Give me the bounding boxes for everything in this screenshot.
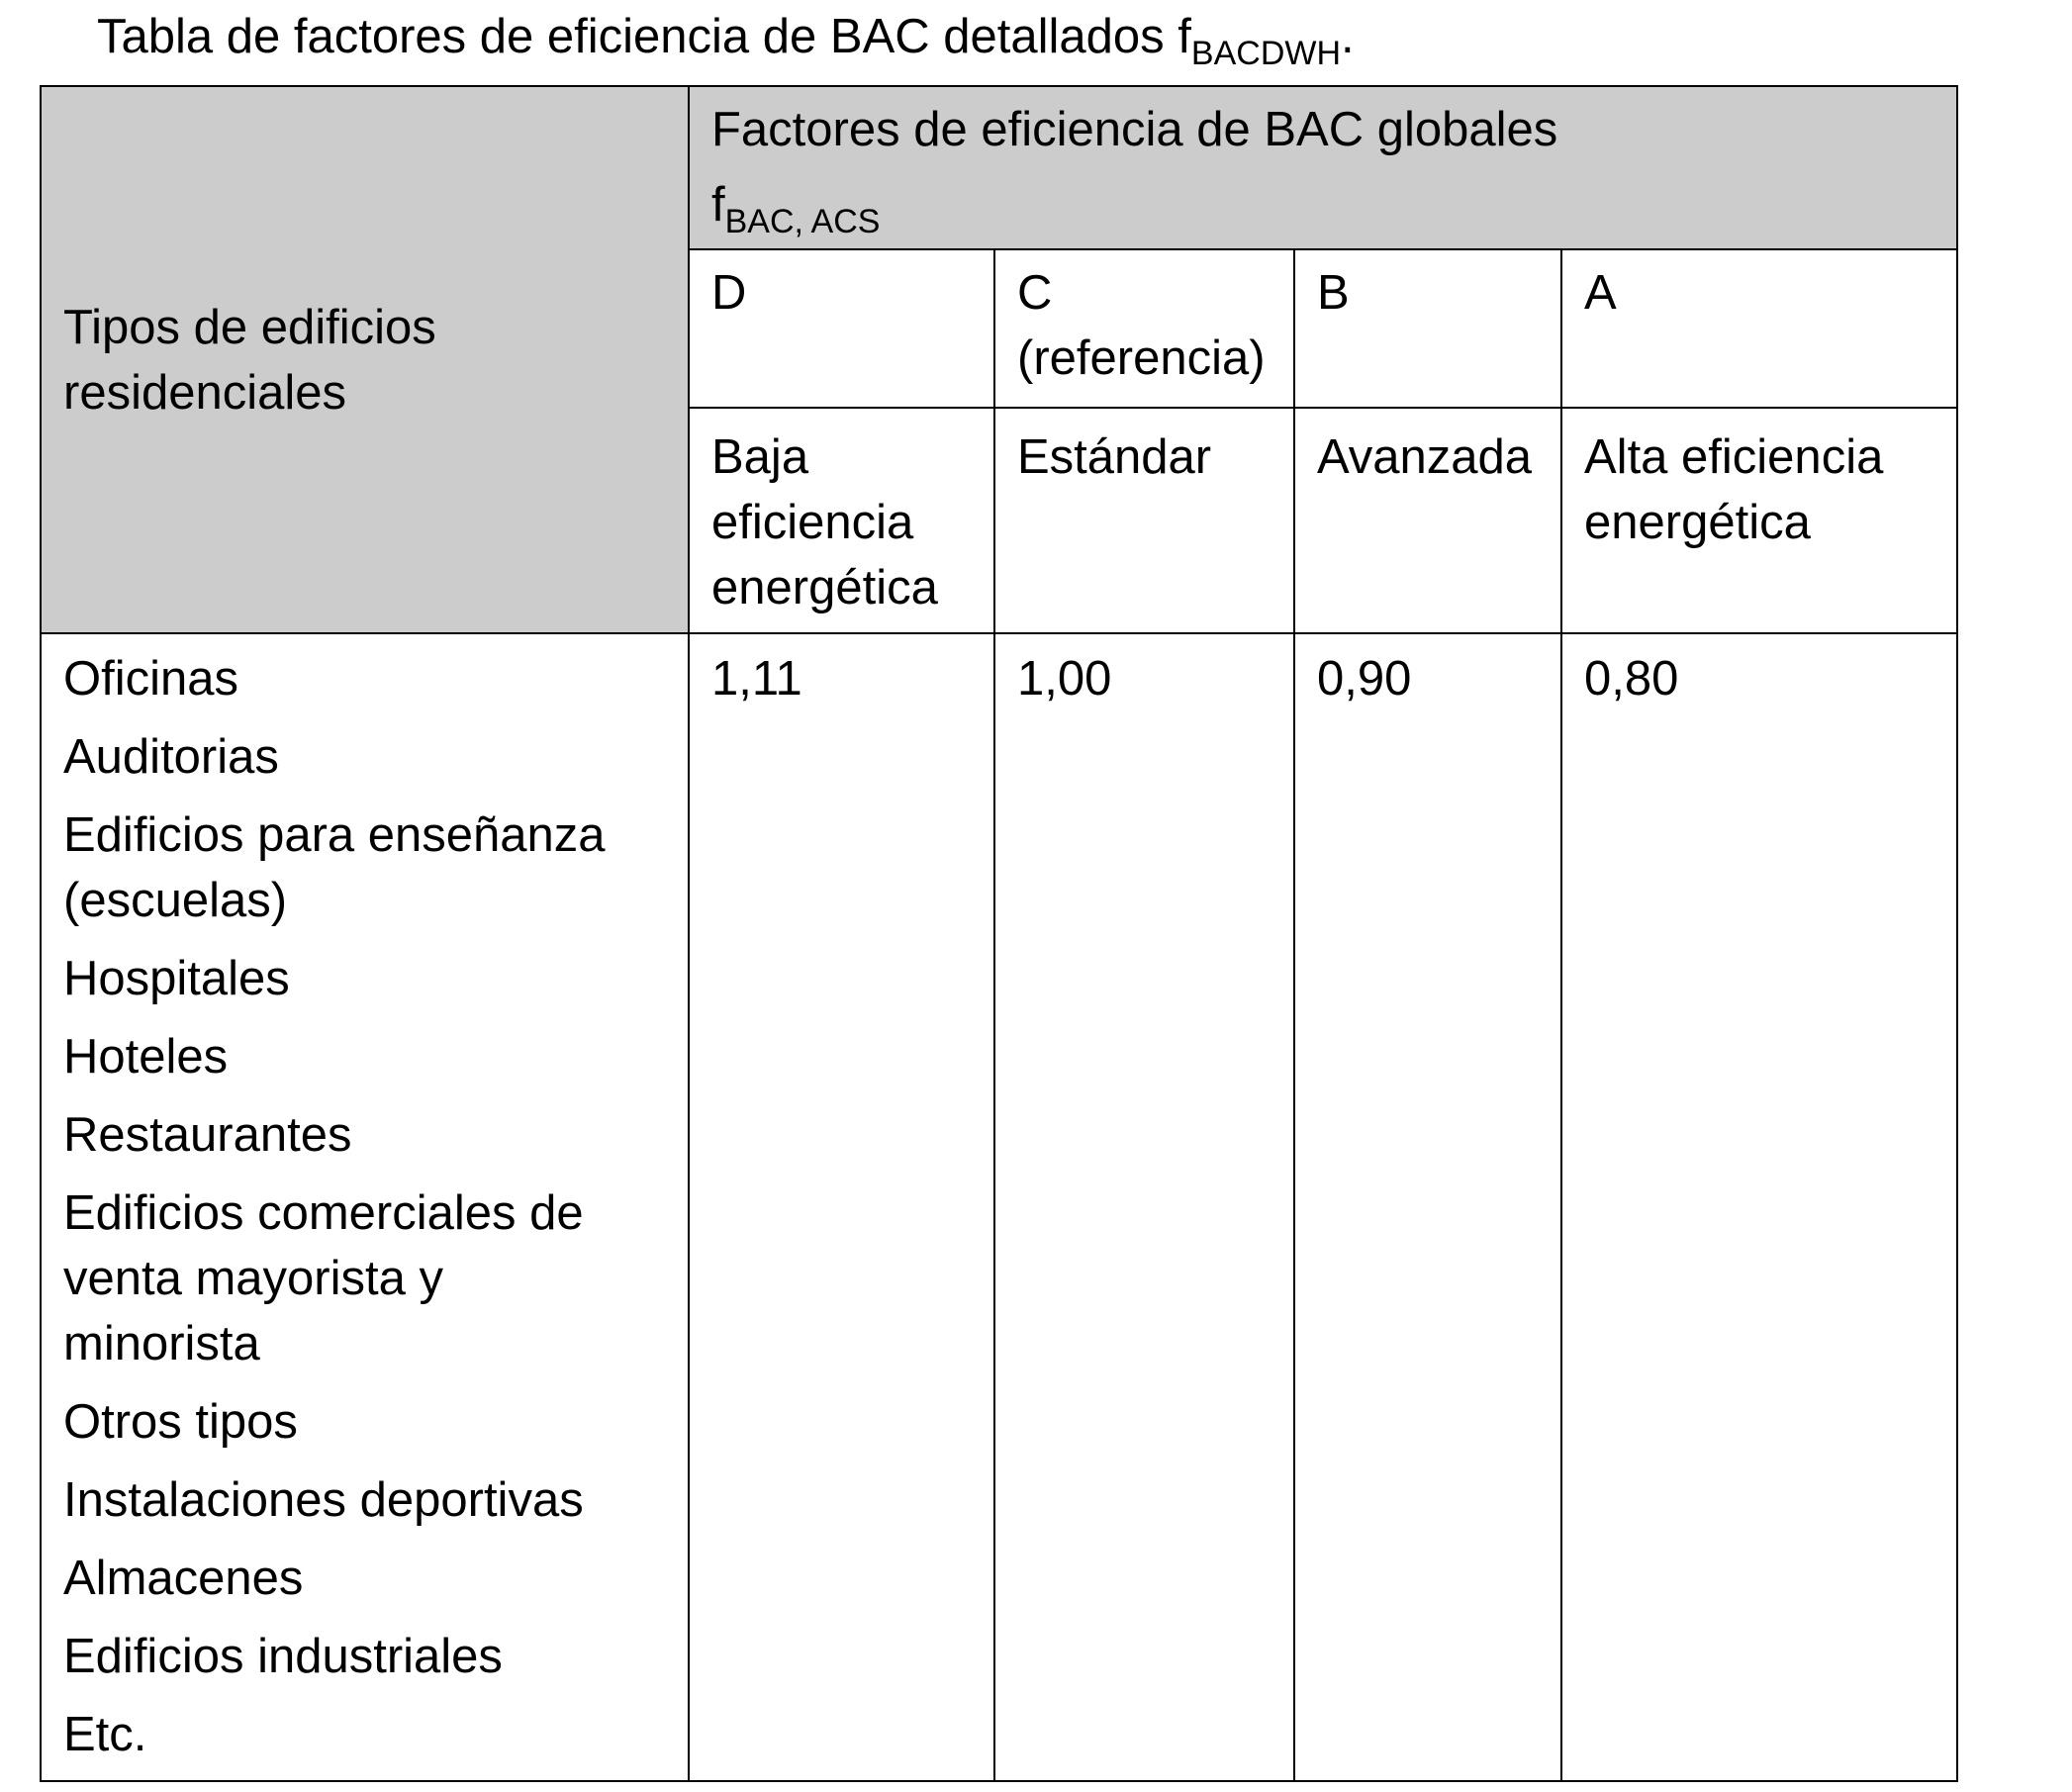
building-type-item: Almacenes bbox=[63, 1552, 304, 1605]
class-label: A bbox=[1584, 266, 1617, 320]
class-label: D bbox=[711, 266, 747, 320]
level-cell-b bbox=[1294, 408, 1561, 633]
caption-text: Tabla de factores de eficiencia de BAC detallados f bbox=[97, 10, 1191, 63]
value-label: 1,00 bbox=[1017, 652, 1112, 706]
value-label: 0,90 bbox=[1317, 652, 1412, 706]
class-label: B bbox=[1317, 266, 1350, 320]
building-type-item: Auditorias bbox=[63, 730, 279, 784]
value-label: 1,11 bbox=[711, 652, 802, 706]
level-label: Avanzada bbox=[1317, 430, 1533, 484]
row-header-cell bbox=[41, 86, 689, 633]
level-label: Estándar bbox=[1017, 430, 1212, 484]
level-cell-c bbox=[994, 408, 1294, 633]
class-cell-a bbox=[1561, 249, 1957, 408]
building-type-item: Hospitales bbox=[63, 952, 290, 1005]
building-type-item: Oficinas bbox=[63, 652, 239, 706]
building-type-item: Instalaciones deportivas bbox=[63, 1473, 584, 1527]
caption-subscript: BACDWH bbox=[1190, 35, 1342, 72]
table-caption bbox=[97, 6, 1355, 72]
class-cell-c bbox=[994, 249, 1294, 408]
value-cell-c bbox=[994, 633, 1294, 1781]
group-header-label: Factores de eficiencia de BAC globales bbox=[711, 103, 1558, 156]
level-cell-a bbox=[1561, 408, 1957, 633]
class-cell-d bbox=[689, 249, 994, 408]
building-types-cell bbox=[41, 633, 689, 1781]
level-label: Baja eficiencia energética bbox=[711, 430, 938, 614]
class-cell-b bbox=[1294, 249, 1561, 408]
building-type-item: Restaurantes bbox=[63, 1108, 352, 1162]
building-type-item: Edificios para enseñanza (escuelas) bbox=[63, 808, 606, 927]
value-cell-d bbox=[689, 633, 994, 1781]
building-type-item: Edificios industriales bbox=[63, 1630, 503, 1683]
value-cell-b bbox=[1294, 633, 1561, 1781]
building-type-item: Hoteles bbox=[63, 1030, 229, 1084]
building-type-item: Otros tipos bbox=[63, 1395, 298, 1449]
group-header-cell bbox=[689, 86, 1957, 249]
level-label: Alta eficiencia energética bbox=[1584, 430, 1884, 549]
building-type-item: Edificios comerciales de venta mayorista y minorista bbox=[63, 1186, 584, 1370]
row-header-label: Tipos de edificios residenciales bbox=[63, 300, 436, 420]
group-header-symbol-sub: BAC, ACS bbox=[724, 203, 881, 240]
level-cell-d bbox=[689, 408, 994, 633]
value-cell-a bbox=[1561, 633, 1957, 1781]
bac-efficiency-table bbox=[40, 85, 1958, 1782]
building-type-item: Etc. bbox=[63, 1708, 147, 1761]
class-label: C (referencia) bbox=[1017, 266, 1266, 385]
caption-end: . bbox=[1341, 10, 1355, 63]
group-header-symbol: f bbox=[711, 178, 725, 232]
value-label: 0,80 bbox=[1584, 652, 1679, 706]
